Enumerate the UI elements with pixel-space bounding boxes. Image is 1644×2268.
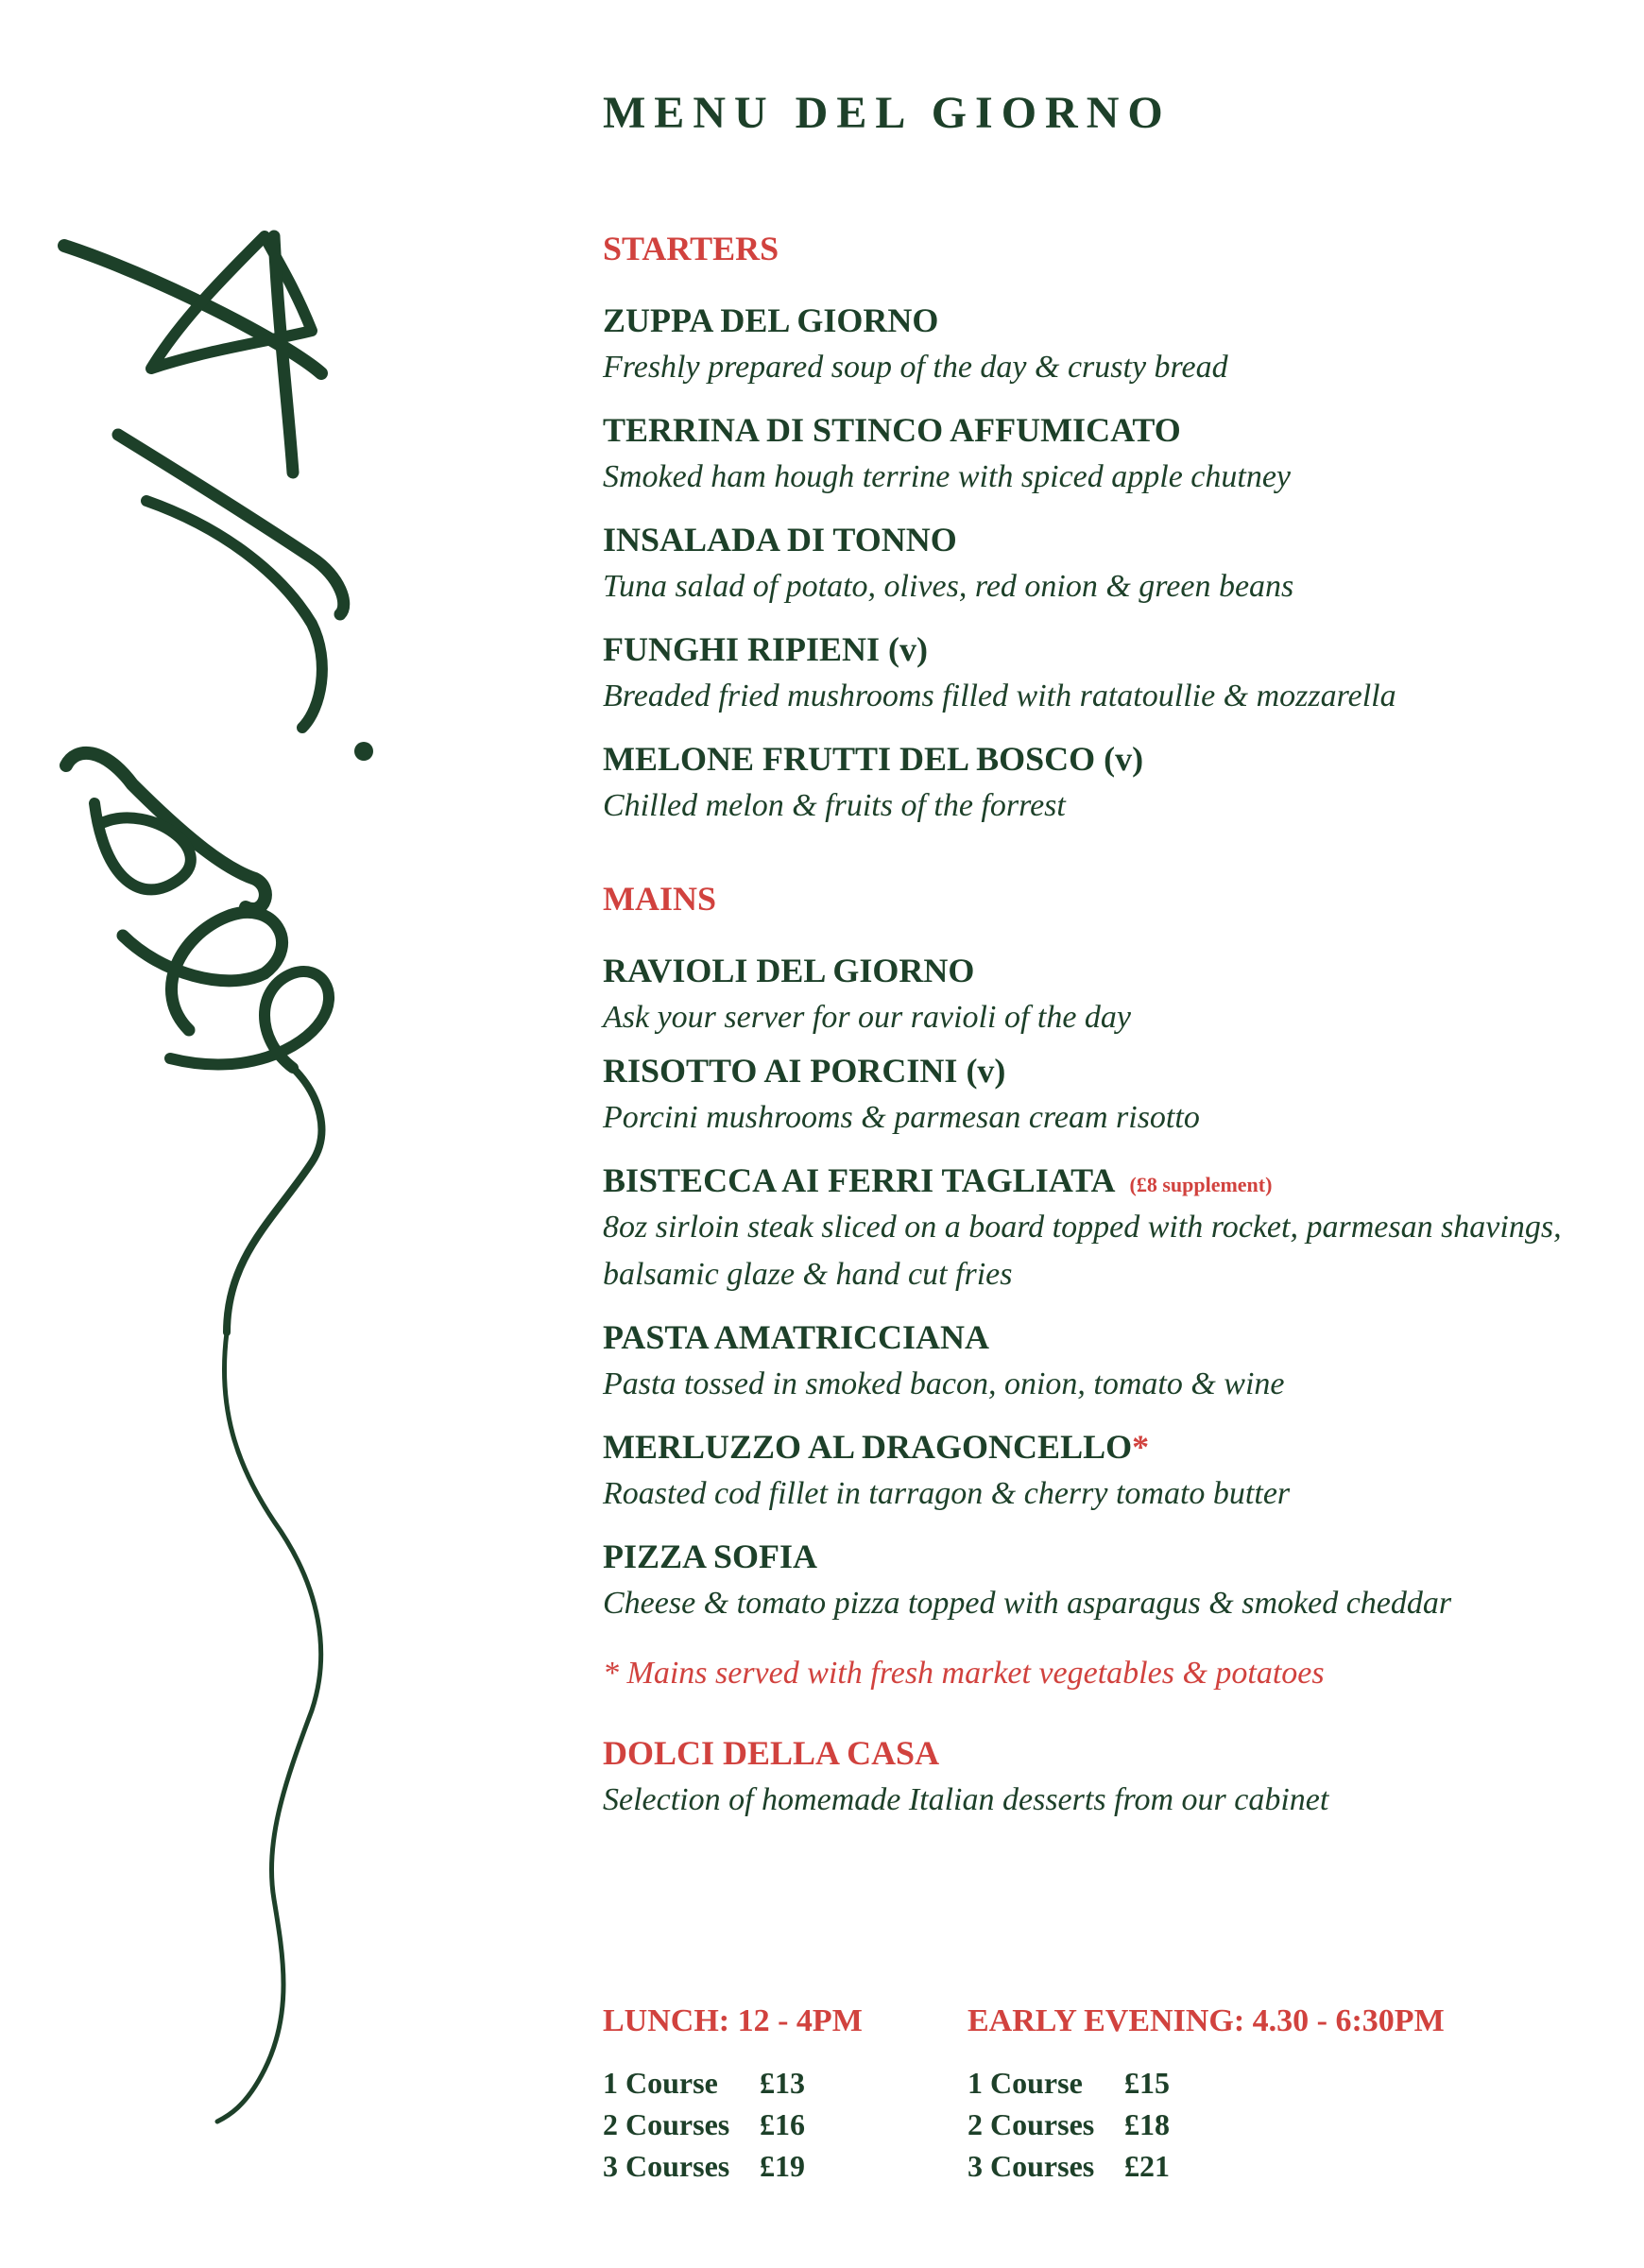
menu-item-name-text: MELONE FRUTTI DEL BOSCO (603, 740, 1096, 778)
menu-item-name-text: FUNGHI RIPIENI (603, 630, 881, 668)
evening-heading: EARLY EVENING: 4.30 - 6:30PM (968, 2003, 1445, 2038)
course-count: 3 Courses (603, 2149, 730, 2183)
menu-item-description: Smoked ham hough terrine with spiced apple chutney (603, 459, 1292, 494)
course-price: £19 (760, 2149, 805, 2183)
menu-item-name: PASTA AMATRICCIANA (603, 1318, 990, 1356)
menu-item-description: Cheese & tomato pizza topped with asparagus & smoked cheddar (603, 1586, 1452, 1621)
price-row (968, 2104, 1445, 2145)
evening-pricing (968, 2003, 1445, 2187)
menu-item-name-text: MERLUZZO AL DRAGONCELLO (603, 1428, 1133, 1466)
menu-item-description: Porcini mushrooms & parmesan cream risotto (603, 1100, 1200, 1135)
menu-item-name: ZUPPA DEL GIORNO (603, 301, 939, 339)
supplement-note: (£8 supplement) (1129, 1173, 1273, 1196)
menu-item-description: Pasta tossed in smoked bacon, onion, tomato & wine (603, 1366, 1285, 1401)
course-price: £13 (760, 2066, 805, 2100)
menu-item-name: PIZZA SOFIA (603, 1538, 818, 1575)
lunch-pricing (603, 2003, 863, 2187)
menu-item-description: 8oz sirloin steak sliced on a board topped with rocket, parmesan shavings, (603, 1210, 1562, 1245)
menu-title: MENU DEL GIORNO (603, 88, 1172, 138)
vegetarian-marker: (v) (966, 1052, 1006, 1090)
mains-footnote: * Mains served with fresh market vegetables & potatoes (603, 1656, 1325, 1691)
menu-item-description: Freshly prepared soup of the day & crusty bread (603, 350, 1228, 385)
menu-item-name: INSALADA DI TONNO (603, 521, 957, 558)
menu-item-name: RAVIOLI DEL GIORNO (603, 952, 975, 989)
menu-item-description: Ask your server for our ravioli of the day (603, 1000, 1132, 1035)
course-count: 1 Course (603, 2066, 718, 2100)
menu-item-name-text: BISTECCA AI FERRI TAGLIATA (603, 1161, 1114, 1199)
course-count: 2 Courses (603, 2107, 730, 2141)
menu-item-name (603, 1051, 1005, 1091)
vegetarian-marker: (v) (888, 630, 929, 668)
course-count: 1 Course (968, 2066, 1083, 2100)
dolci-description: Selection of homemade Italian desserts from our cabinet (603, 1782, 1329, 1817)
menu-item-name (603, 1160, 1272, 1200)
course-count: 2 Courses (968, 2107, 1095, 2141)
menu-item-description: Breaded fried mushrooms filled with ratatoullie & mozzarella (603, 679, 1396, 713)
vegetarian-marker: (v) (1104, 740, 1144, 778)
menu-item-name-text: RISOTTO AI PORCINI (603, 1052, 958, 1090)
course-price: £15 (1124, 2066, 1170, 2100)
price-row (968, 2062, 1445, 2104)
price-row (603, 2062, 863, 2104)
menu-item-description: Roasted cod fillet in tarragon & cherry tomato butter (603, 1476, 1291, 1511)
dolci-heading: DOLCI DELLA CASA (603, 1734, 940, 1772)
price-row (968, 2145, 1445, 2187)
mains-heading: MAINS (603, 880, 717, 918)
lunch-heading: LUNCH: 12 - 4PM (603, 2003, 863, 2038)
course-price: £16 (760, 2107, 805, 2141)
menu-item-description: balsamic glaze & hand cut fries (603, 1257, 1013, 1292)
menu-item-name (603, 739, 1143, 779)
menu-item-description: Chilled melon & fruits of the forrest (603, 788, 1066, 823)
menu-item-name (603, 1427, 1149, 1467)
course-price: £18 (1124, 2107, 1170, 2141)
course-count: 3 Courses (968, 2149, 1095, 2183)
signature-logo-icon (38, 217, 378, 2126)
price-row (603, 2145, 863, 2187)
starters-heading: STARTERS (603, 230, 779, 267)
signature-logo-drawing (38, 217, 378, 2126)
price-row (603, 2104, 863, 2145)
menu-item-name (603, 629, 928, 669)
menu-item-description: Tuna salad of potato, olives, red onion & green beans (603, 569, 1294, 604)
asterisk-marker: * (1132, 1428, 1150, 1466)
course-price: £21 (1124, 2149, 1170, 2183)
menu-item-name: TERRINA DI STINCO AFFUMICATO (603, 411, 1181, 449)
